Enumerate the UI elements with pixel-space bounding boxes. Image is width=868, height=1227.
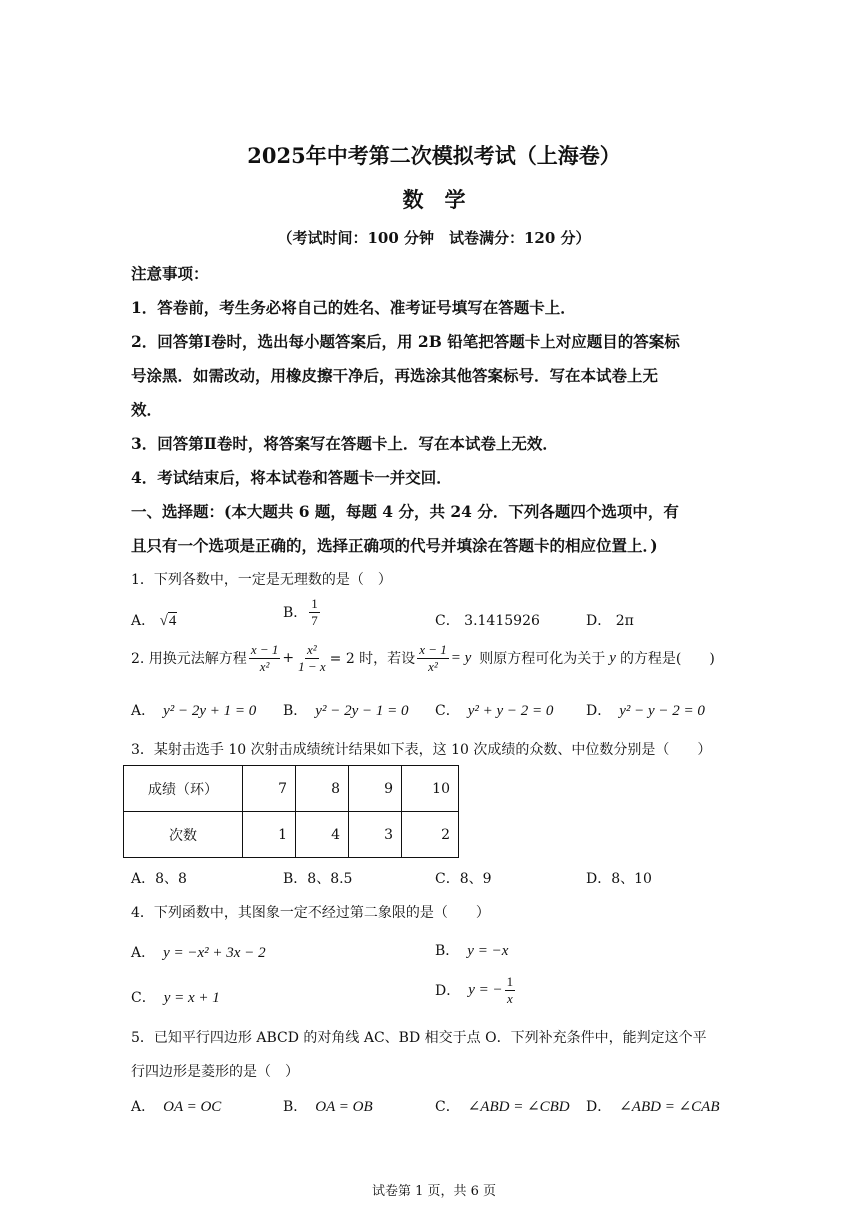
q2-stem	[131, 643, 715, 673]
table-cell: 3	[349, 812, 402, 858]
q1-stem: 1．下列各数中，一定是无理数的是（ ）	[131, 572, 392, 588]
q2-eq-text: = 2 时，若设	[329, 651, 416, 668]
q3-option-d: D．8、10	[586, 871, 652, 887]
q5-option-a	[131, 1096, 221, 1116]
q5-c-label: C．	[435, 1099, 460, 1115]
q4-a-label: A．	[131, 945, 156, 961]
q4-d-num: 1	[506, 974, 514, 989]
q5-stem-line-2: 行四边形是菱形的是（ ）	[131, 1064, 299, 1080]
q2-fraction-3	[417, 643, 449, 673]
q2-f1-den: x²	[259, 658, 270, 674]
q4-a-value: y = −x² + 3x − 2	[163, 945, 266, 961]
table-cell: 次数	[124, 812, 243, 858]
q2-stem-end: 的方程是( )	[619, 651, 715, 668]
page-footer: 试卷第 1 页，共 6 页	[371, 1184, 497, 1199]
q4-d-label: D．	[435, 983, 461, 1000]
q2-var-y: y	[609, 649, 616, 666]
table-cell: 9	[349, 766, 402, 812]
q1-option-c	[435, 610, 540, 630]
q1-a-value: 4	[168, 613, 177, 629]
table-cell: 成绩（环）	[124, 766, 243, 812]
q2-b-label: B．	[283, 703, 308, 719]
score-table	[123, 765, 459, 858]
q1-d-value: 2π	[615, 613, 634, 629]
notice-item-1: 1．答卷前，考生务必将自己的姓名、准考证号填写在答题卡上．	[131, 298, 576, 317]
q5-a-value: OA = OC	[163, 1099, 222, 1115]
q5-d-label: D．	[586, 1099, 612, 1115]
table-cell: 4	[296, 812, 349, 858]
q5-a-label: A．	[131, 1099, 156, 1115]
q4-c-value: y = x + 1	[163, 990, 220, 1006]
q2-d-label: D．	[586, 703, 612, 719]
q4-stem: 4．下列函数中，其图象一定不经过第二象限的是（ ）	[131, 905, 490, 921]
q2-option-c	[435, 700, 553, 720]
q3-option-c: C．8、9	[435, 871, 492, 887]
notice-item-3: 3．回答第Ⅱ卷时，将答案写在答题卡上．写在本试卷上无效．	[131, 434, 558, 453]
table-row	[124, 812, 459, 858]
q5-b-value: OA = OB	[315, 1099, 373, 1115]
sqrt-icon: √	[159, 613, 168, 629]
q5-stem-line-1: 5．已知平行四边形 ABCD 的对角线 AC、BD 相交于点 O．下列补充条件中，能判定这个平	[131, 1030, 707, 1046]
q2-fraction-1	[249, 643, 281, 673]
q1-c-value: 3.1415926	[464, 613, 540, 629]
q3-option-b: B．8、8.5	[283, 871, 353, 887]
table-cell: 2	[402, 812, 459, 858]
table-cell: 1	[243, 812, 296, 858]
notice-item-4: 4．考试结束后，将本试卷和答题卡一并交回．	[131, 468, 452, 487]
q4-b-value: y = −x	[467, 943, 509, 959]
q1-b-label: B．	[283, 605, 308, 622]
q4-option-a	[131, 942, 266, 962]
notice-heading: 注意事项：	[131, 264, 209, 283]
q2-f3-den: x²	[428, 658, 438, 674]
q3-stem: 3．某射击选手 10 次射击成绩统计结果如下表，这 10 次成绩的众数、中位数分别是（ ）	[131, 742, 712, 758]
q1-option-b	[283, 597, 322, 627]
q2-f2-num: x²	[307, 642, 317, 657]
q2-f1-num: x − 1	[250, 642, 279, 657]
q2-stem-post: 则原方程可化为关于	[479, 651, 606, 668]
notice-item-2-line-2: 号涂黑．如需改动，用橡皮擦干净后，再选涂其他答案标号．写在本试卷上无	[131, 366, 659, 385]
q4-b-label: B．	[435, 943, 460, 959]
q4-d-prefix: y = −	[468, 981, 503, 998]
q2-stem-pre: 2. 用换元法解方程	[131, 651, 247, 668]
q4-option-c	[131, 987, 220, 1007]
notice-item-2-line-1: 2．回答第Ⅰ卷时，选出每小题答案后，用 2B 铅笔把答题卡上对应题目的答案标	[131, 332, 680, 351]
q2-a-label: A．	[131, 703, 156, 719]
notice-item-2-line-3: 效．	[131, 400, 163, 419]
subject-title: 数 学	[402, 187, 466, 212]
q2-option-d	[586, 700, 705, 720]
q5-d-value: ∠ABD = ∠CAB	[619, 1099, 720, 1115]
q3-option-a: A．8、8	[131, 871, 187, 887]
q5-option-b	[283, 1096, 373, 1116]
q2-fraction-2	[296, 643, 328, 673]
q2-a-value: y² − 2y + 1 = 0	[163, 703, 257, 719]
q2-option-b	[283, 700, 408, 720]
q2-eq-y: = y	[450, 649, 472, 666]
q2-d-value: y² − y − 2 = 0	[619, 703, 705, 719]
table-cell: 8	[296, 766, 349, 812]
table-cell: 7	[243, 766, 296, 812]
q4-d-den: x	[507, 990, 513, 1006]
q4-option-b	[435, 940, 508, 960]
section-1-line-1: 一、选择题：(本大题共 6 题，每题 4 分，共 24 分．下列各题四个选项中，有	[131, 502, 679, 521]
q5-option-d	[586, 1096, 719, 1116]
table-cell: 10	[402, 766, 459, 812]
q4-d-fraction	[505, 975, 516, 1005]
q1-b-numerator: 1	[311, 596, 318, 611]
q5-option-c	[435, 1096, 570, 1116]
q1-a-label: A．	[131, 613, 156, 629]
q4-option-d	[435, 975, 517, 1005]
table-row	[124, 766, 459, 812]
q1-c-label: C．	[435, 613, 460, 629]
exam-title: 2025年中考第二次模拟考试（上海卷）	[247, 143, 621, 168]
q1-b-denominator: 7	[311, 612, 318, 628]
q1-option-d	[586, 610, 634, 630]
q5-c-value: ∠ABD = ∠CBD	[467, 1099, 570, 1115]
section-1-line-2: 且只有一个选项是正确的，选择正确项的代号并填涂在答题卡的相应位置上．)	[131, 536, 658, 555]
q4-c-label: C．	[131, 990, 156, 1006]
exam-info: （考试时间：100 分钟 试卷满分：120 分）	[277, 229, 591, 247]
q1-option-a	[131, 610, 177, 630]
q2-c-value: y² + y − 2 = 0	[467, 703, 554, 719]
q2-f3-num: x − 1	[419, 642, 447, 657]
q2-option-a	[131, 700, 256, 720]
q2-b-value: y² − 2y − 1 = 0	[315, 703, 409, 719]
q1-b-fraction	[309, 597, 320, 627]
q2-f2-den: 1 − x	[298, 658, 326, 674]
q2-plus: +	[282, 650, 295, 667]
q5-b-label: B．	[283, 1099, 308, 1115]
q1-d-label: D．	[586, 613, 612, 629]
q2-c-label: C．	[435, 703, 460, 719]
